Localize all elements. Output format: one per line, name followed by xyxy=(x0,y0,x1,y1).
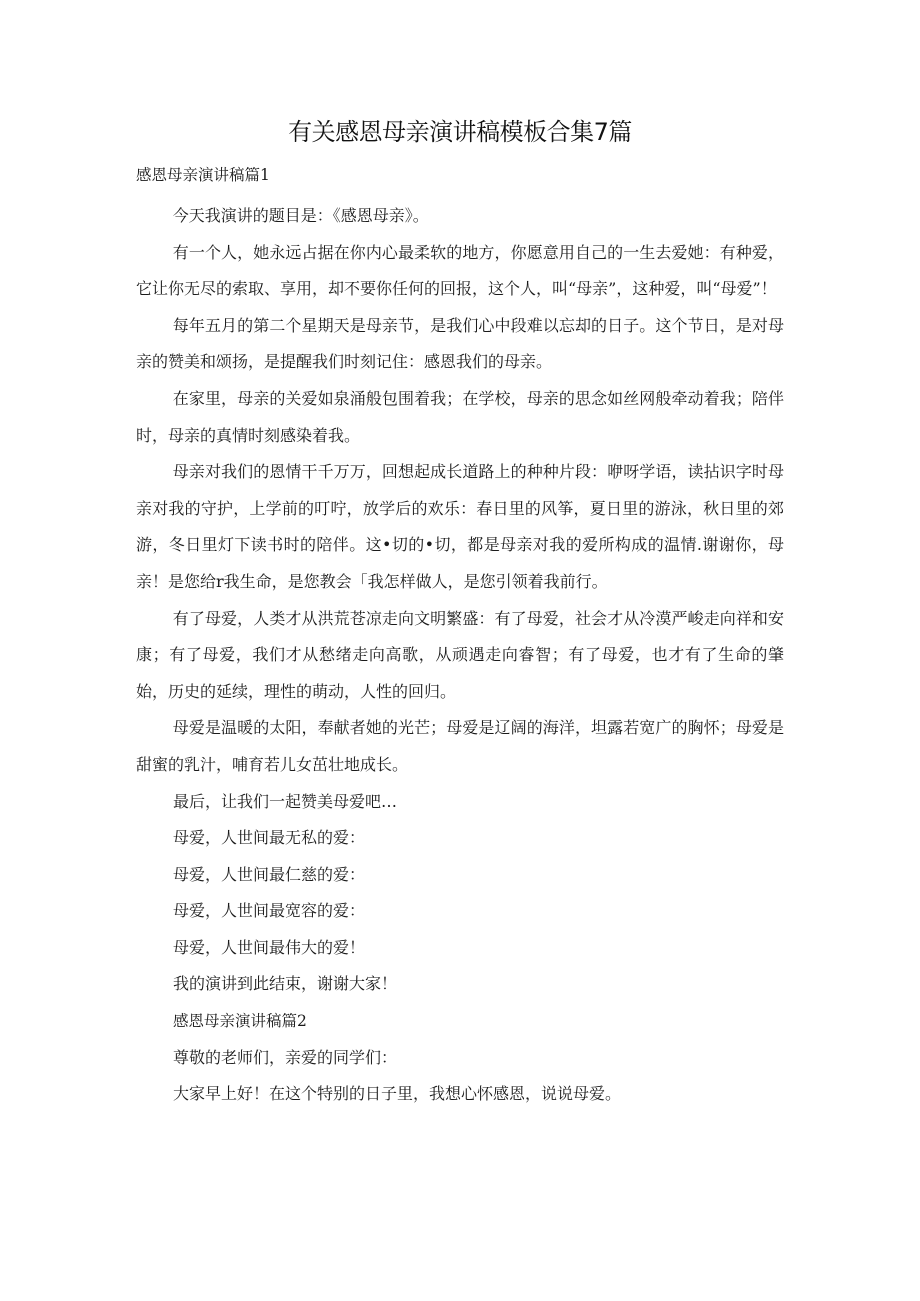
paragraph: 今天我演讲的题目是：《感恩母亲》。 xyxy=(172,206,429,225)
section-heading-1: 感恩母亲演讲稿篇1 xyxy=(136,166,270,184)
paragraph: 有了母爱，人类才从洪荒苍凉走向文明繁盛：有了母爱，社会才从冷漠严峻走向祥和安康；有了母爱，我们才从愁绪走向高歌，从顽遇走向睿智；有了母爱，也才有了生命的肇始，历史的延续，理性的萌动，人性的回归。 xyxy=(136,608,784,701)
line: 最后，让我们一起赞美母爱吧… xyxy=(173,791,398,811)
section-heading-2: 感恩母亲演讲稿篇2 xyxy=(173,1012,307,1031)
paragraph: 在家里，母亲的关爱如泉涌般包围着我；在学校，母亲的思念如丝网般牵动着我；陪伴时，母亲的真情时刻感染着我。 xyxy=(136,388,784,445)
line: 我的演讲到此结束，谢谢大家！ xyxy=(173,974,398,994)
paragraph: 每年五月的第二个星期天是母亲节，是我们心中段难以忘却的日子。这个节日，是对母亲的赞美和颂扬，是提醒我们时刻记住：感恩我们的母亲。 xyxy=(136,315,784,372)
line: 母爱，人世间最宽容的爱： xyxy=(173,901,366,921)
paragraph: 母爱是温暖的太阳，奉献者她的光芒；母爱是辽阔的海洋，坦露若宽广的胸怀；母爱是甜蜜的乳汁，哺育若儿女茁壮地成长。 xyxy=(136,718,784,774)
line: 母爱，人世间最仁慈的爱： xyxy=(173,864,366,884)
line: 母爱，人世间最伟大的爱！ xyxy=(173,937,366,957)
paragraph: 有一个人，她永远占据在你内心最柔软的地方，你愿意用自己的一生去爱她：有种爱，它让你无尽的索取、享用，却不要你任何的回报，这个人，叫“母亲”，这种爱，叫“母爱”！ xyxy=(136,242,784,299)
document-title: 有关感恩母亲演讲稿模板合集7篇 xyxy=(288,118,632,146)
line: 尊敬的老师们，亲爱的同学们： xyxy=(173,1047,398,1067)
paragraph: 母亲对我们的恩情干千万万，回想起成长道路上的种种片段：咿呀学语，读拈识字时母亲对我的守护，上学前的叮咛，放学后的欢乐：春日里的风筝，夏日里的游泳，秋日里的郊游，冬日里灯下读书时的陪伴。这•切的•切，都是母亲对我的爱所构成的温情.谢谢你，母亲！是您给r我生命，是您教会「我怎样做人，是您引领着我前行。 xyxy=(136,462,784,591)
document-body xyxy=(136,198,784,1113)
line: 母爱，人世间最无私的爱： xyxy=(173,828,366,848)
line: 大家早上好！在这个特别的日子里，我想心怀感恩，说说母爱。 xyxy=(173,1084,622,1104)
